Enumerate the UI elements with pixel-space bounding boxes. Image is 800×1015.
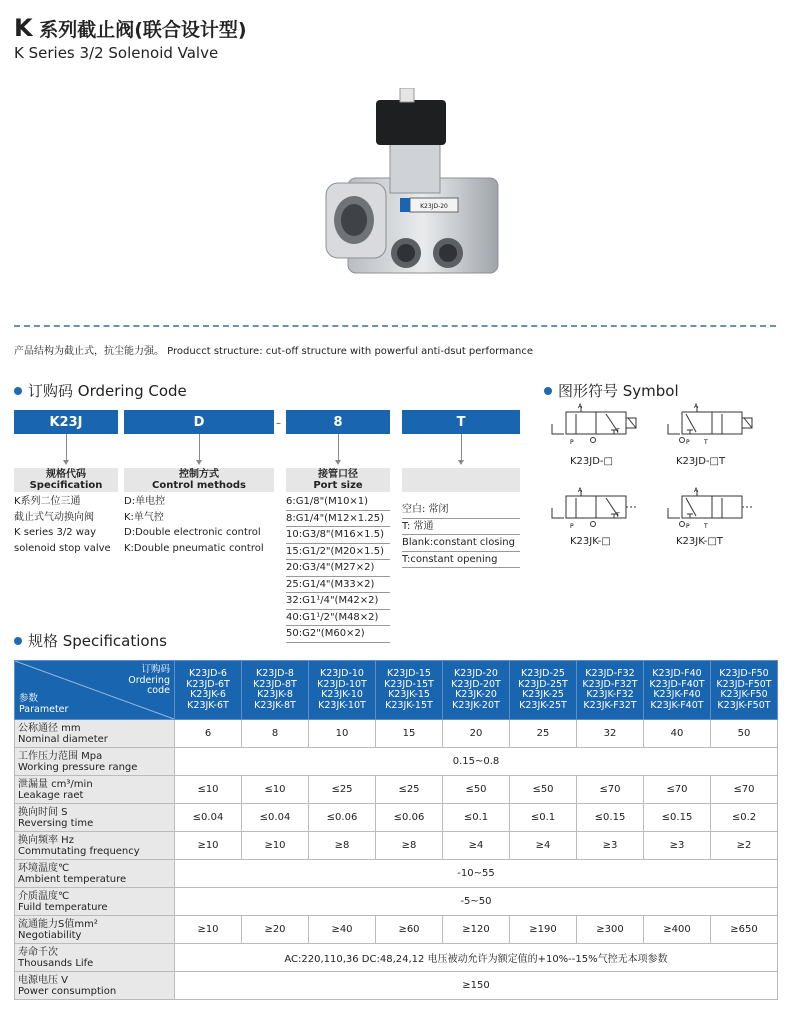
table-row — [15, 804, 778, 832]
value-cell: ≥3 — [644, 832, 711, 860]
list-item: 40:G1¹/2"(M48×2) — [286, 610, 390, 627]
code-box-port: 8 — [286, 410, 390, 434]
parameter-cell — [15, 916, 175, 944]
value-cell: ≥650 — [711, 916, 778, 944]
valve-product-image — [318, 88, 508, 288]
corner-label: Ordering — [128, 674, 170, 686]
group-title-cn: 规格代码 — [46, 469, 86, 480]
ordering-heading-text: 订购码 Ordering Code — [28, 382, 187, 400]
svg-text:A: A — [578, 403, 583, 410]
value-cell: ≤0.06 — [376, 804, 443, 832]
parameter-en: Negotiability — [18, 929, 82, 941]
value-cell: ≤0.04 — [175, 804, 242, 832]
column-header — [309, 661, 376, 720]
model-code: K23JK-25T — [519, 699, 567, 711]
title-letter: K — [14, 14, 33, 42]
specs-heading-text: 规格 Specifications — [28, 632, 167, 650]
value-cell: ≥300 — [577, 916, 644, 944]
valve-symbol-k23jk-t — [664, 484, 756, 540]
value-cell: ≤50 — [443, 776, 510, 804]
model-code: K23JD-10 — [320, 668, 364, 679]
model-code: K23JK-F40T — [650, 699, 704, 711]
spec-group-header — [14, 468, 118, 492]
table-row — [15, 860, 778, 888]
value-cell: 10 — [309, 720, 376, 748]
code-box-spec: K23J — [14, 410, 118, 434]
group-title-cn: 接管口径 — [318, 469, 358, 480]
column-header — [242, 661, 309, 720]
value-cell: ≥10 — [175, 916, 242, 944]
value-cell: 50 — [711, 720, 778, 748]
value-cell: ≤0.1 — [510, 804, 577, 832]
model-code: K23JK-20T — [452, 699, 500, 711]
value-cell-span: 0.15~0.8 — [175, 748, 778, 776]
value-cell: 15 — [376, 720, 443, 748]
model-code: K23JD-F50 — [719, 668, 769, 679]
svg-text:T: T — [704, 439, 708, 446]
model-code: K23JK-10 — [321, 689, 363, 700]
value-cell: ≥120 — [443, 916, 510, 944]
list-item: Blank:constant closing — [402, 535, 520, 552]
connector-line — [199, 434, 200, 460]
column-header — [644, 661, 711, 720]
parameter-cn: 换向时间 S — [18, 806, 68, 818]
column-header — [175, 661, 242, 720]
valve-symbol-k23jk — [548, 484, 640, 540]
parameter-cell — [15, 720, 175, 748]
specifications-heading — [14, 630, 167, 651]
arrow-down-icon — [63, 460, 69, 465]
value-cell: ≤10 — [242, 776, 309, 804]
product-description: 产品结构为截止式，抗尘能力强。 Producct structure: cut-off structure with powerful anti-dsut performance — [14, 346, 533, 357]
model-code: K23JD-15T — [384, 678, 434, 690]
model-code: K23JK-F50T — [717, 699, 771, 711]
model-code: K23JK-F40 — [653, 689, 701, 700]
value-cell: 6 — [175, 720, 242, 748]
parameter-cell — [15, 832, 175, 860]
column-header — [443, 661, 510, 720]
value-cell: ≤50 — [510, 776, 577, 804]
group-title-en: Port size — [313, 480, 363, 491]
list-item: K系列二位三通 — [14, 496, 81, 507]
symbol-heading — [544, 380, 679, 401]
parameter-cn: 介质温度℃ — [18, 890, 70, 902]
svg-text:T: T — [704, 523, 708, 530]
value-cell: ≤25 — [309, 776, 376, 804]
bullet-icon — [14, 387, 22, 395]
parameter-en: Ambient temperature — [18, 873, 127, 885]
bullet-icon — [14, 637, 22, 645]
list-item: T: 常通 — [402, 519, 520, 536]
parameter-en: Thousands Life — [18, 957, 94, 969]
symbol-label: K23JD-□T — [676, 456, 726, 467]
svg-text:A: A — [578, 487, 583, 494]
value-cell: ≥400 — [644, 916, 711, 944]
valve-label-text: K23JD-20 — [420, 203, 448, 210]
model-code: K23JD-25 — [521, 668, 565, 679]
svg-text:T: T — [616, 512, 620, 519]
parameter-en: Commutating frequency — [18, 845, 140, 857]
value-cell: ≥10 — [175, 832, 242, 860]
list-item: 空白: 常闭 — [402, 502, 520, 519]
list-item: D:单电控 — [124, 496, 166, 507]
table-row — [15, 888, 778, 916]
parameter-en: Leakage raet — [18, 789, 84, 801]
value-cell: ≥190 — [510, 916, 577, 944]
section-divider — [14, 325, 776, 327]
model-code: K23JK-15 — [388, 689, 430, 700]
connector-line — [461, 434, 462, 460]
model-code: K23JD-20 — [454, 668, 498, 679]
connector-line — [66, 434, 67, 460]
control-group-list — [124, 494, 274, 556]
arrow-down-icon — [196, 460, 202, 465]
page-title-en: K Series 3/2 Solenoid Valve — [14, 44, 219, 62]
model-code: K23JK-6T — [187, 699, 229, 711]
value-cell: 32 — [577, 720, 644, 748]
list-item: 50:G2"(M60×2) — [286, 626, 390, 643]
symbol-label: K23JK-□T — [676, 536, 723, 547]
parameter-cn: 流通能力S值mm² — [18, 918, 98, 930]
parameter-en: Power consumption — [18, 985, 117, 997]
value-cell: ≤0.15 — [644, 804, 711, 832]
parameter-cn: 换向频率 Hz — [18, 834, 74, 846]
list-item: 20:G3/4"(M27×2) — [286, 560, 390, 577]
model-code: K23JK-10T — [318, 699, 366, 711]
table-header-row — [15, 661, 778, 720]
list-item: 15:G1/2"(M20×1.5) — [286, 544, 390, 561]
parameter-en: Reversing time — [18, 817, 94, 829]
type-group-header — [402, 468, 520, 492]
parameter-cn: 公称通径 mm — [18, 722, 81, 734]
column-header — [376, 661, 443, 720]
model-code: K23JD-F40 — [652, 668, 702, 679]
group-title-en: Control methods — [152, 480, 246, 491]
value-cell: 25 — [510, 720, 577, 748]
parameter-cn: 泄漏量 cm³/min — [18, 778, 93, 790]
symbol-heading-text: 图形符号 Symbol — [558, 382, 679, 400]
value-cell: ≤70 — [577, 776, 644, 804]
value-cell-span: -10~55 — [175, 860, 778, 888]
group-title-en: Specification — [29, 480, 103, 491]
parameter-cn: 环境温度℃ — [18, 862, 70, 874]
parameter-cell — [15, 888, 175, 916]
value-cell: ≥40 — [309, 916, 376, 944]
corner-label: Parameter — [19, 703, 69, 715]
value-cell: ≥4 — [443, 832, 510, 860]
parameter-cell — [15, 776, 175, 804]
symbol-label: K23JD-□ — [570, 456, 613, 467]
parameter-cell — [15, 860, 175, 888]
value-cell: ≤10 — [175, 776, 242, 804]
parameter-en: Nominal diameter — [18, 733, 108, 745]
list-item: solenoid stop valve — [14, 542, 111, 554]
list-item: D:Double electronic control — [124, 527, 261, 538]
list-item: K series 3/2 way — [14, 527, 97, 538]
spec-group-list — [14, 494, 118, 556]
parameter-cell — [15, 804, 175, 832]
model-code: K23JD-10T — [317, 678, 367, 690]
parameter-cn: 寿命千次 — [18, 946, 58, 958]
svg-text:P: P — [570, 523, 574, 530]
value-cell: ≤25 — [376, 776, 443, 804]
value-cell: ≥3 — [577, 832, 644, 860]
value-cell-span: AC:220,110,36 DC:48,24,12 电压被动允许为额定值的+10%--15%气控无本项参数 — [175, 944, 778, 972]
model-code: K23JD-6 — [189, 668, 227, 679]
list-item: K:单气控 — [124, 511, 164, 523]
column-header — [510, 661, 577, 720]
model-code: K23JK-F32 — [586, 689, 634, 700]
model-code: K23JD-8 — [256, 668, 294, 679]
corner-label: code — [147, 685, 170, 696]
table-row — [15, 776, 778, 804]
port-group-list — [286, 494, 390, 643]
model-code: K23JK-6 — [190, 689, 226, 700]
svg-text:P: P — [570, 439, 574, 446]
parameter-cell — [15, 944, 175, 972]
value-cell: ≥20 — [242, 916, 309, 944]
parameter-cell — [15, 748, 175, 776]
list-item: 8:G1/4"(M12×1.25) — [286, 511, 390, 528]
list-item: K:Double pneumatic control — [124, 542, 264, 554]
value-cell: ≥2 — [711, 832, 778, 860]
column-header — [577, 661, 644, 720]
model-code: K23JK-20 — [455, 689, 497, 700]
arrow-down-icon — [335, 460, 341, 465]
list-item: 10:G3/8"(M16×1.5) — [286, 527, 390, 544]
value-cell: ≥4 — [510, 832, 577, 860]
value-cell: ≤0.04 — [242, 804, 309, 832]
list-item: 32:G1¹/4"(M42×2) — [286, 593, 390, 610]
model-code: K23JD-F32 — [585, 668, 635, 679]
table-row — [15, 748, 778, 776]
table-row — [15, 916, 778, 944]
page-title-cn — [14, 14, 247, 42]
value-cell: 40 — [644, 720, 711, 748]
model-code: K23JD-25T — [518, 678, 568, 690]
svg-text:A: A — [694, 487, 699, 494]
parameter-en: Fuild temperature — [18, 901, 108, 913]
value-cell: ≤0.2 — [711, 804, 778, 832]
value-cell: ≤0.15 — [577, 804, 644, 832]
control-group-header — [124, 468, 274, 492]
value-cell: ≤0.1 — [443, 804, 510, 832]
corner-label: 参数 — [19, 693, 39, 704]
valve-symbol-k23jd-t — [664, 400, 756, 456]
value-cell: ≥8 — [376, 832, 443, 860]
model-code: K23JK-F32T — [583, 699, 637, 711]
value-cell: ≤0.06 — [309, 804, 376, 832]
list-item: T:constant opening — [402, 552, 520, 569]
code-box-control: D — [124, 410, 274, 434]
table-row — [15, 832, 778, 860]
model-code: K23JK-15T — [385, 699, 433, 711]
svg-text:P: P — [686, 439, 690, 446]
value-cell: ≤70 — [644, 776, 711, 804]
table-row — [15, 944, 778, 972]
svg-text:P: P — [686, 523, 690, 530]
model-code: K23JD-F40T — [649, 678, 705, 690]
model-code: K23JD-F50T — [716, 678, 772, 690]
model-code: K23JD-F32T — [582, 678, 638, 690]
arrow-down-icon — [458, 460, 464, 465]
type-group-list — [402, 502, 520, 568]
table-corner-cell — [15, 661, 175, 720]
specifications-table — [14, 660, 778, 1000]
parameter-cn: 工作压力范围 Mpa — [18, 750, 103, 762]
ordering-code-heading — [14, 380, 187, 401]
model-code: K23JD-20T — [451, 678, 501, 690]
connector-line — [338, 434, 339, 460]
column-header — [711, 661, 778, 720]
value-cell: 20 — [443, 720, 510, 748]
value-cell: ≥8 — [309, 832, 376, 860]
list-item: 6:G1/8"(M10×1) — [286, 494, 390, 511]
value-cell: ≥10 — [242, 832, 309, 860]
table-row — [15, 720, 778, 748]
model-code: K23JD-8T — [253, 678, 297, 690]
model-code: K23JK-8T — [254, 699, 296, 711]
list-item: 截止式气动换向阀 — [14, 511, 94, 523]
valve-symbol-k23jd — [548, 400, 640, 456]
model-code: K23JD-15 — [387, 668, 431, 679]
parameter-cn: 电源电压 V — [18, 974, 69, 986]
model-code: K23JK-8 — [257, 689, 293, 700]
value-cell-span: -5~50 — [175, 888, 778, 916]
model-code: K23JK-F50 — [720, 689, 768, 700]
corner-label: 订购码 — [141, 664, 170, 675]
parameter-cell — [15, 972, 175, 1000]
table-row — [15, 972, 778, 1000]
model-code: K23JD-6T — [186, 678, 230, 690]
symbol-label: K23JK-□ — [570, 536, 611, 547]
value-cell: 8 — [242, 720, 309, 748]
value-cell-span: ≥150 — [175, 972, 778, 1000]
svg-text:T: T — [616, 428, 620, 435]
port-group-header — [286, 468, 390, 492]
list-item: 25:G1/4"(M33×2) — [286, 577, 390, 594]
model-code: K23JK-25 — [522, 689, 564, 700]
value-cell: ≤70 — [711, 776, 778, 804]
value-cell: ≥60 — [376, 916, 443, 944]
code-separator: – — [276, 418, 281, 429]
group-title-cn: 控制方式 — [179, 469, 219, 480]
code-box-type: T — [402, 410, 520, 434]
title-cn-text: 系列截止阀(联合设计型) — [39, 19, 247, 41]
bullet-icon — [544, 387, 552, 395]
parameter-en: Working pressure range — [18, 761, 138, 773]
svg-text:A: A — [694, 403, 699, 410]
